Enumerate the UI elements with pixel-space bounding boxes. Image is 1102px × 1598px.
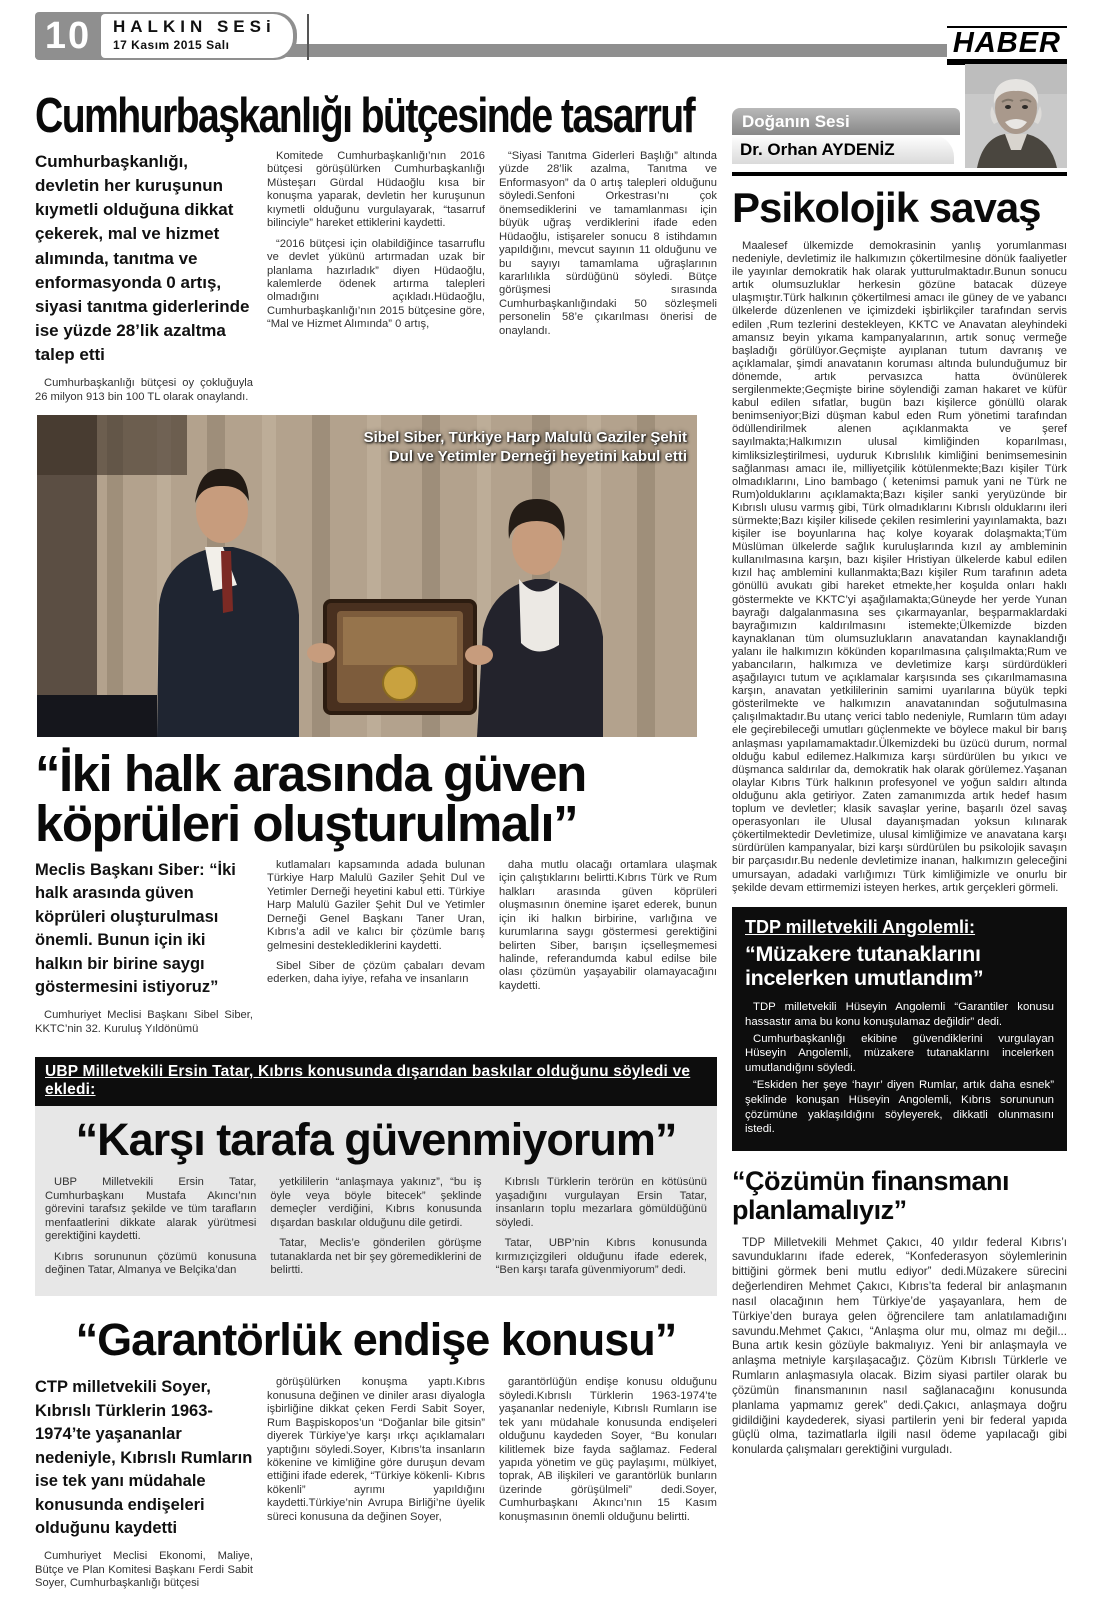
article1-paragraph: “Siyasi Tanıtma Giderleri Başlığı” altında yüzde 28’lik azalma, Tanıtma ve Enformasyon” da 0 artış talepleri olduğunu söyledi.Senfoni Orkestrası’nı çok önemsediklerini ve tamamlanması için büyük uğraş verdiklerini ifade eden Hüdaoğlu, istişareler sonucu 8 istihdamın yapıldığını, mevcut sayının 11 olduğunu ve bu sayıyı tamamlama uğraşlarının kararlılıkla sürdüğünü söyledi. Bütçe görüşmesi sırasında Cumhurbaşkanlığındaki 50 sözleşmeli personelin 58’e çıkarılması önerisi de onaylandı.	[499, 150, 717, 337]
article5-paragraph: Cumhurbaşkanlığı ekibine güvendiklerini vurgulayan Hüseyin Angolemli, müzakere tutanaklarını incelerken umutlandığını söyledi.	[745, 1032, 1054, 1075]
article1-headline-text: Cumhurbaşkanlığı bütçesinde tasarruf	[35, 89, 695, 143]
opinion-column	[732, 72, 1067, 1598]
columnist-box-label: Doğanın Sesi	[732, 108, 960, 135]
article4-columns	[35, 1376, 717, 1597]
article3-headline: “Karşı tarafa güvenmiyorum”	[75, 1114, 677, 1166]
article5-paragraph: “Eskiden her şeye ‘hayır’ diyen Rumlar, artık daha esnek” şeklinde konuşan Hüseyin Angolemli, Kıbrıs sorununun çözümüne yaklaşıldığını söyleyerek, dikkatli olunmasını istedi.	[745, 1078, 1054, 1136]
photo-plaque	[307, 601, 493, 713]
article2-headline: “İki halk arasında güven köprüleri oluşturulmalı”	[35, 745, 586, 852]
article1-columns	[35, 150, 717, 411]
article2-paragraph: daha mutlu olacağı ortamlara ulaşmak için çalıştıklarını belirtti.Kıbrıs Türk ve Rum halkları arasında güven köprüleri oluşmasının önemine işaret ederek, bunun için iki halkın birbirine, varlığına ve kurumlarına saygı göstermesi gerektiğini belirten Siber, barışın içselleşmemesi halinde, referandumda kabul edilse bile olası çözümün yaşayabilir olamayacağını kaydetti.	[499, 858, 717, 992]
article1-paragraph: Komitede Cumhurbaşkanlığı’nın 2016 bütçesi görüşülürken Cumhurbaşkanlığı Müsteşarı Gürdal Hüdaoğlu kısa bir konuşma yaparak, devletin her kuruşunun kıymetli olduğunu vurgulayarak, “tasarruf bilinciyle” hareket ettiklerini kaydetti.	[267, 150, 485, 230]
article5-headline: “Müzakere tutanaklarını incelerken umutlandım”	[745, 941, 984, 990]
article4-paragraph: garantörlüğün endişe konusu olduğunu söyledi.Kıbrıslı Türklerin 1963-1974’te yaşananlar nedeniyle, Kıbrıslı Rumların ise tek yanı müdahale konusunda endişeleri olduğunu kaydeden Soyer, “Bu konuları kilitlemek bize fayda sağlamaz. Federal yapıda yönetim ve güç paylaşımı, mülkiyet, toprak, AB ilişkileri ve garantörlük bunların üzerinde görüşülmeli” dedi.Soyer, Cumhurbaşkanı Akıncı’nın 15 Kasım konuşmasının önemli olduğunu belirtti.	[499, 1376, 717, 1523]
article2-paragraph: Cumhuriyet Meclisi Başkanı Sibel Siber, KKTC’nin 32. Kuruluş Yıldönümü	[35, 1009, 253, 1035]
main-column	[35, 72, 717, 1598]
article4-col1	[35, 1376, 253, 1597]
masthead-title: HALKIN SESi	[113, 17, 276, 36]
article3-paragraph: Tatar, Meclis’e gönderilen görüşme tutanaklarda net bir şey göremediklerini de belirtti.	[270, 1237, 482, 1276]
columnist-headline: Psikolojik savaş	[732, 184, 1041, 231]
article4-col2	[267, 1376, 485, 1597]
article3-paragraph: UBP Milletvekili Ersin Tatar, Cumhurbaşkanı Mustafa Akıncı’nın görevini tarafsız şekilde ve tüm tarafların menfaatlerini dikkate alarak yürütmesi gerektiğini kaydetti.	[45, 1176, 257, 1243]
masthead-date: 17 Kasım 2015 Salı	[113, 38, 230, 52]
article3-col2	[270, 1176, 481, 1284]
article3-col3	[496, 1176, 707, 1284]
article3-box	[35, 1057, 717, 1296]
article1-col2	[267, 150, 485, 411]
article2-lead: Meclis Başkanı Siber: “İki halk arasında güven köprüleri oluşturulması önemli. Bunun için iki halkın bir birine saygı göstermesini istiyoruz”	[35, 860, 236, 997]
columnist-author: Dr. Orhan AYDENİZ	[732, 135, 954, 164]
article3-kicker: UBP Milletvekili Ersin Tatar, Kıbrıs konusunda dışarıdan baskılar olduğunu söyledi ve ekledi:	[45, 1063, 691, 1099]
columnist-photo	[965, 64, 1067, 168]
article3-columns	[35, 1176, 717, 1290]
article2-paragraph: Sibel Siber de çözüm çabaları devam ederken, daha iyiye, refaha ve insanların	[267, 960, 485, 986]
section-label: HABER	[947, 26, 1067, 65]
article2-col1	[35, 859, 253, 1043]
article2-col3	[499, 859, 717, 1043]
article5-box	[732, 907, 1067, 1152]
article4-paragraph: görüşülürken konuşma yaptı.Kıbrıs konusuna değinen ve diniler arası diyalogla işbirliğine dikkat çeken Ferdi Sabit Soyer, Rum Başpiskopos’un “Doğanlar bile gitsin” diyerek Türkiye’ye karşı ırkçı açıklamaları yaptığını söyledi.Soyer, Kıbrıs’ta insanların kökenine ve kimliğine göre duruşun devam ettiğini ifade ederek, “Türkiye kökenli- Kıbrıs kökenli” ayrımı yapıldığını kaydetti.Türkiye’nin Avrupa Birliği’ne üyelik süreci konusuna da değinen Soyer,	[267, 1376, 485, 1523]
article2-col2	[267, 859, 485, 1043]
masthead-box	[35, 12, 297, 60]
masthead-divider	[307, 14, 309, 60]
article3-paragraph: Tatar, UBP’nin Kıbrıs konusunda kırmızıçizgileri olduğunu ifade ederek, “Ben karşı tarafa güvenmiyorum” dedi.	[495, 1237, 707, 1276]
article3-paragraph: Kıbrıs sorununun çözümü konusuna değinen Tatar, Almanya ve Belçika’dan	[45, 1250, 257, 1276]
columnist-header	[732, 72, 1067, 176]
photo-caption: Sibel Siber, Türkiye Harp Malulü Gaziler Şehit Dul ve Yetimler Derneği heyetini kabul etti	[363, 429, 687, 465]
article1-paragraph: Cumhurbaşkanlığı bütçesi oy çokluğuyla 26 milyon 913 bin 100 TL olarak onaylandı.	[35, 377, 253, 403]
article1-headline	[35, 88, 717, 143]
article1-lead: Cumhurbaşkanlığı, devletin her kuruşunun kıymetli olduğuna dikkat çekerek, mal ve hizmet alımında, tanıtma ve enformasyonda 0 artış, siyasi tanıtma giderlerinde ise yüzde 28’lik azaltma talep etti	[35, 152, 250, 364]
article3-paragraph: yetkililerin “anlaşmaya yakınız”, “bu iş öyle veya böyle bitecek” şeklinde demeçler verdiğini, Kıbrıs konusunda dışardan baskılar olduğunu dile getirdi.	[270, 1176, 482, 1229]
article6-body: TDP Milletvekili Mehmet Çakıcı, 40 yıldır federal Kıbrıs’ı savunduklarını ifade ederek, “Konfederasyon söylemlerinin bittiğini görmek beni mutlu ediyor” dedi.Müzakere sürecini değerlendiren Mehmet Çakıcı, Kıbrıs’ta federal bir anlaşmanın nasıl olacağının hem Türkiye’de yaşayanlara, hem de Türkiye’den buraya gelen öğrencilere tam anlatılamadığını savundu.Mehmet Çakıcı, “Anlaşma olur mu, olmaz mı değil... Buna artık kesin gözüyle bakmalıyız. Yeni bir anlaşmayla ve anlaşma metniyle karşılaşacağız. Çözüm Kıbrıslı Türklerle ve Rumların anlaşmasıyla olacak. Bizim siyasi partiler olarak bu çözümün finansmanının nasıl sağlanacağını konusunda planlama yapmamız gerek” dedi.Çakıcı, anlaşmaya doğru gidildiğini kaydederek, siyasi partilerin yeni bir federal yapıda güçlü olma, tazimatlarla ilgili nasıl ödeme yapılacağı gibi konularda çalışmaları gerektiğini vurguladı.	[732, 1235, 1067, 1457]
article2-columns	[35, 859, 717, 1043]
page-content	[35, 72, 1067, 1598]
masthead-inner	[101, 14, 293, 58]
article1-paragraph: “2016 bütçesi için olabildiğince tasarruflu ve devlet yükünü artırmadan uzak bir planlama hazırladık” diyen Hüdaoğlu, kalemlerde ödenek artırma talepleri olmadığını açıkladı.Hüdaoğlu, Cumhurbaşkanlığı’nın 2015 bütçesine göre, “Mal ve Hizmet Alımında” 0 artış,	[267, 237, 485, 331]
article4-lead: CTP milletvekili Soyer, Kıbrıslı Türklerin 1963-1974’te yaşananlar nedeniyle, Kıbrıslı Rumların ise tek yanı müdahale konusunda endişeleri olduğunu kaydetti	[35, 1378, 253, 1537]
article6-headline: “Çözümün finansmanı planlamalıyız”	[732, 1166, 1010, 1226]
article4-headline: “Garantörlük endişe konusu”	[75, 1314, 677, 1366]
article5-kicker: TDP milletvekili Angolemli:	[745, 916, 976, 937]
article1-col1	[35, 150, 253, 411]
article2-paragraph: kutlamaları kapsamında adada bulunan Türkiye Harp Malulü Gaziler Şehit Dul ve Yetimler Derneği heyetini kabul etti. Türkiye Harp Malulü Gaziler Şehit Dul ve Yetimler Derneği Genel Başkanı Taner Uran, Kıbrıs’a adil ve kalıcı bir çözümle barış gelmesini desteklediklerini kaydetti.	[267, 858, 485, 952]
article5-paragraph: TDP milletvekili Hüseyin Angolemli “Garantiler konusu hassastır ama bu konu konuşulamaz değildir” dedi.	[745, 1000, 1054, 1028]
article3-kicker-bar	[35, 1057, 717, 1106]
article4-col3	[499, 1376, 717, 1597]
article4-paragraph: Cumhuriyet Meclisi Ekonomi, Maliye, Bütçe ve Plan Komitesi Başkanı Ferdi Sabit Soyer, Cumhurbaşkanlığı bütçesi	[35, 1550, 253, 1590]
article3-paragraph: Kıbrıslı Türklerin terörün en kötüsünü yaşadığını vurgulayan Ersin Tatar, insanların toplu mezarlara gömüldüğünü söyledi.	[495, 1176, 707, 1229]
page-number: 10	[44, 15, 92, 57]
news-photo	[37, 415, 697, 737]
columnist-body: Maalesef ülkemizde demokrasinin yanlış yorumlanması nedeniyle, devletimiz ile halkımızın çökertilmesine dönük faaliyetler ile yayınlar demokratik hak olarak yutturulmaktadır.Bunun sonucu artık olumsuzluklar herkesin gözüne batacak düzeye ulaşmıştır.Türk halkının çökertilmesi amacı ile güney de ve yabancı ülkelerde düzenlenen ve içimizdeki işbirlikçiler tarafından servis edilen ,Rum tezlerini destekleyen, KKTC ve Anavatan aleyhindeki amansız beyin yıkama kampanyalarının, artık sonuç vermeğe başladığı görülüyor.Geçmişte ayıplanan tutum davranış ve açıklamalar, şimdi anavatanın koruması altında bulunduğumuz bir dönemde, artık pervasızca hatta övünülerek sergilenmekte;Geçmişte birine söylendiği zaman hakaret ve küfür kabul edilen sıfatlar, bugün bazı kişilerce gönüllü olarak benimseniyor;Bizi düşman kabul eden Rum yönetimi tarafından ödüllendirilmek alenen açıklanmakta ve şeref sayılmakta;Halkımızın ulusal kimliğinden koparılması, kimliksizleştirilmesi, uyduruk Kıbrıslılık kimliğini benimsemesinin sağlanması amacı ile, milliyetçilik kötülenmekte;Bazı kişiler Türk olmadıklarını, Lino bambago ( ketenimsi pamuk yani ne Türk ne Rum)olduklarını açıklamakta;Bazı kişiler sanki yeryüzünde bir Kıbrıslı ulusu varmış gibi, Türk olmadıklarını Kıbrıslı olduklarını ileri sürmekte;Bazı kişiler kilisede çekilen resimlerini yayınlamakta, bazı kişiler ise boyunlarına haç kolye koyarak dolaşmakta;Tüm Müslüman ülkelerde sağlık kuruluşlarında kızıl ay ambleminin kullanılmasına karşın, bazı kişiler Hristiyan ülkelerde kabul edilen kızıl haç amblemini kullanmakta;Bazı kişiler Rum tarafının adeta gönüllü avukatı gibi hareket etmekte,her koşulda onları haklı göstermekte ve KKTC’yi aşağılamakta;Güneyde her yerde Yunan bayrağı dalgalanmasına ses çıkarmayanlar, beşparmaklardaki bayrağımızın kaldırılmasını istemekte;Ülkemizde bizden kaynaklanan tüm olumsuzlukların anavatandan kaynaklandığı yalanı ile halkımızın kökünden koparılmasına çalışılmakta;Rum ve yabancıların, halkımıza ve devletimize karşı sürdürdükleri aşağılayıcı tutum ve açıklamalar karşısında ses çıkarılmamasına karşın, anavatan yetkililerinin samimi uyarılarına büyük tepki gösterilmekte ve halkımızın anavatanından soğutulmasına çalışılmaktadır.Bu utanç verici tablo nedeniyle, Rumların tüm adayı ele geçirebileceği umutları güçlenmekte ve böylece makul bir barış anlaşması yapılamamaktadır.Ülkemizdeki bu üzücü durum, normal olduğu kabul edilemez.Halkımıza karşı sürdürülen bu yıkıcı ve düşmanca saldırılar da, demokratik hak olarak görülemez.Yaşanan olaylar Kıbrıs Türk halkının profesyonel ve yoğun saldırı altında olduğunu akla getiriyor. Zaten zamanımızda artık hedef hasım toplum ve devletler; klasik savaşlar yerine, başarılı özel savaş operasyonları ile Ulusal dayanışmadan yoksun kılınarak çökertilmektedir Devletimize, ulusal kimliğimize ve anavatana karşı sürdürülen kampanyalar, bizi karşı sürdürülen bu psikolojik savaşın bir parçasıdır.Bu nedenle devletimize inanan, halkımızın geleceğini umursayan, adadaki varlığımızı Türk kimliğimizle ve onurlu bir şekilde devam ettirmemizi isteyen herkes, artık gerçekleri görmeli.	[732, 240, 1067, 894]
page-header	[35, 12, 1067, 64]
article3-col1	[45, 1176, 256, 1284]
article1-col3	[499, 150, 717, 411]
